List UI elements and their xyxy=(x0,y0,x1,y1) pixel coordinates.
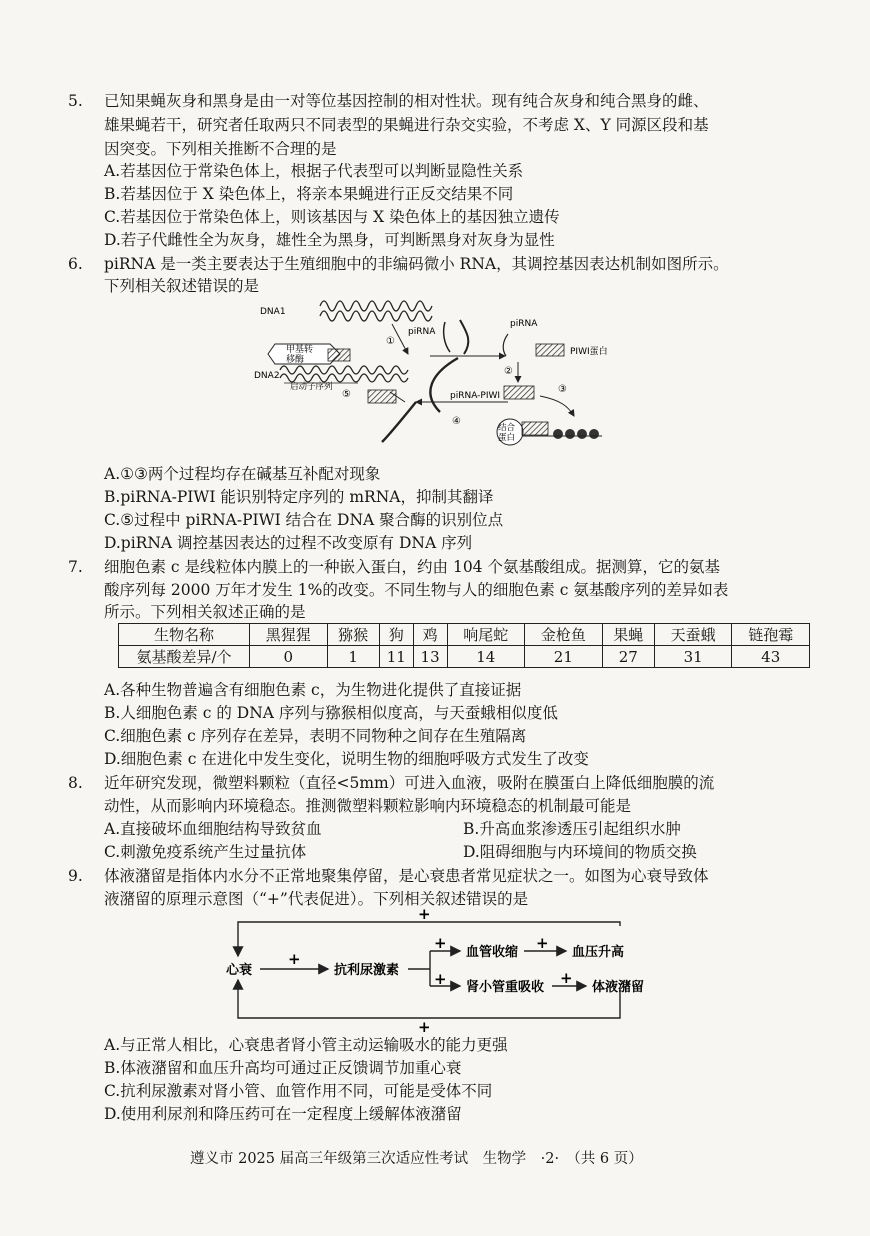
species-cell: 鸡 xyxy=(413,624,447,646)
cytochrome-c-table xyxy=(118,623,810,668)
q7-stem-line3: 所示。下列相关叙述正确的是 xyxy=(104,603,306,621)
plus-4: + xyxy=(536,934,549,952)
table-value-row xyxy=(119,646,810,668)
step-3-label: ③ xyxy=(558,384,567,395)
q5-option-d: D.若子代雌性全为灰身，雄性全为黑身，可判断黑身对灰身为显性 xyxy=(104,231,555,249)
bottom-plus: + xyxy=(418,1018,431,1032)
plus-5: + xyxy=(560,969,573,987)
step-5-label: ⑤ xyxy=(342,389,351,400)
pirna-piwi-complex-shape xyxy=(504,386,534,399)
promoter-label: 启动子序列 xyxy=(290,382,333,392)
q9-option-d: D.使用利尿剂和降压药可在一定程度上缓解体液潴留 xyxy=(104,1105,462,1123)
q7-option-b: B.人细胞色素 c 的 DNA 序列与猕猴相似度高，与天蚕蛾相似度低 xyxy=(104,704,558,722)
q6-number: 6. xyxy=(68,255,83,273)
q5-number: 5. xyxy=(68,92,83,110)
q6-option-a: A.①③两个过程均存在碱基互补配对现象 xyxy=(104,465,381,483)
fluid-retention-node: 体液潴留 xyxy=(592,980,645,995)
q9-option-a: A.与正常人相比，心衰患者肾小管主动运输吸水的能力更强 xyxy=(104,1036,508,1054)
table-header-label: 生物名称 xyxy=(119,624,250,646)
q8-option-c: C.刺激免疫系统产生过量抗体 xyxy=(104,843,307,861)
q6-stem-line1: piRNA 是一类主要表达于生殖细胞中的非编码微小 RNA，其调控基因表达机制如图所示。 xyxy=(104,255,729,273)
value-cell: 14 xyxy=(447,646,525,668)
plus-3: + xyxy=(434,970,447,988)
q5-option-c: C.若基因位于常染色体上，则该基因与 X 染色体上的基因独立遗传 xyxy=(104,208,560,226)
bp-rise-node: 血压升高 xyxy=(572,945,625,960)
q5-option-b: B.若基因位于 X 染色体上，将亲本果蝇进行正反交结果不同 xyxy=(104,185,514,203)
q8-option-d: D.阻碍细胞与内环境间的物质交换 xyxy=(463,843,697,861)
dna2-label: DNA2 xyxy=(254,371,280,381)
piwi-protein-shape xyxy=(536,344,564,356)
plus-2: + xyxy=(434,934,447,952)
q6-option-d: D.piRNA 调控基因表达的过程不改变原有 DNA 序列 xyxy=(104,534,473,552)
binding-label-1: 结合 xyxy=(498,423,516,433)
vasoconstriction-node: 血管收缩 xyxy=(466,945,519,960)
q5-stem-line3: 因突变。下列相关推断不合理的是 xyxy=(104,140,337,158)
q8-stem-line2: 动性，从而影响内环境稳态。推测微塑料颗粒影响内环境稳态的机制最可能是 xyxy=(104,797,632,815)
species-cell: 链孢霉 xyxy=(732,624,810,646)
q5-stem-line2: 雄果蝇若干，研究者任取两只不同表型的果蝇进行杂交实验，不考虑 X、Y 同源区段和基 xyxy=(104,116,709,134)
value-cell: 31 xyxy=(654,646,732,668)
value-cell: 13 xyxy=(413,646,447,668)
q8-number: 8. xyxy=(68,774,83,792)
binding-label-2: 蛋白 xyxy=(498,433,516,443)
enzyme-label-2: 移酶 xyxy=(286,355,305,365)
q6-option-b: B.piRNA-PIWI 能识别特定序列的 mRNA，抑制其翻译 xyxy=(104,488,494,506)
species-cell: 天蚕蛾 xyxy=(654,624,732,646)
value-cell: 0 xyxy=(250,646,328,668)
adh-node: 抗利尿激素 xyxy=(334,963,400,978)
q6-pirna-diagram xyxy=(240,294,620,456)
q6-stem-line2: 下列相关叙述错误的是 xyxy=(104,277,260,295)
table-row-label: 氨基酸差异/个 xyxy=(119,646,250,668)
value-cell: 11 xyxy=(379,646,413,668)
pirna-piwi-on-dna xyxy=(368,390,396,403)
q5-option-a: A.若基因位于常染色体上，根据子代表型可以判断显隐性关系 xyxy=(104,162,524,180)
species-cell: 猕猴 xyxy=(327,624,379,646)
q7-stem-line2: 酸序列每 2000 万年才发生 1%的改变。不同生物与人的细胞色素 c 氨基酸序列的差异如表 xyxy=(104,581,729,599)
q7-option-a: A.各种生物普遍含有细胞色素 c，为生物进化提供了直接证据 xyxy=(104,681,522,699)
dna2-helix xyxy=(280,366,408,374)
q5-stem-line1: 已知果蝇灰身和黑身是由一对等位基因控制的相对性状。现有纯合灰身和纯合黑身的雌、 xyxy=(104,92,709,110)
value-cell: 27 xyxy=(602,646,654,668)
q9-stem-line1: 体液潴留是指体内水分不正常地聚集停留，是心衰患者常见症状之一。如图为心衰导致体 xyxy=(104,867,709,885)
plus-1: + xyxy=(288,950,301,968)
step-2-label: ② xyxy=(504,366,513,377)
q8-option-a: A.直接破坏血细胞结构导致贫血 xyxy=(104,820,322,838)
q7-stem-line1: 细胞色素 c 是线粒体内膜上的一种嵌入蛋白，约由 104 个氨基酸组成。据测算，它的氨基 xyxy=(104,558,720,576)
species-cell: 狗 xyxy=(379,624,413,646)
reabsorption-node: 肾小管重吸收 xyxy=(466,980,545,995)
complex-label: piRNA-PIWI xyxy=(450,391,501,401)
table-header-row xyxy=(119,624,810,646)
piwi-label: PIWI蛋白 xyxy=(570,347,608,357)
top-plus: + xyxy=(418,906,431,923)
heart-failure-node: 心衰 xyxy=(226,963,253,978)
species-cell: 金枪鱼 xyxy=(525,624,603,646)
q7-option-c: C.细胞色素 c 序列存在差异，表明不同物种之间存在生殖隔离 xyxy=(104,727,527,745)
q8-stem-line1: 近年研究发现，微塑料颗粒（直径<5mm）可进入血液，吸附在膜蛋白上降低细胞膜的流 xyxy=(104,774,715,792)
page-footer: 遵义市 2025 届高三年级第三次适应性考试 生物学 ·2· （共 6 页） xyxy=(190,1151,643,1167)
dna1-label: DNA1 xyxy=(260,307,286,317)
q6-option-c: C.⑤过程中 piRNA-PIWI 结合在 DNA 聚合酶的识别位点 xyxy=(104,511,504,529)
species-cell: 果蝇 xyxy=(602,624,654,646)
value-cell: 21 xyxy=(525,646,603,668)
value-cell: 43 xyxy=(732,646,810,668)
q9-number: 9. xyxy=(68,867,83,885)
value-cell: 1 xyxy=(327,646,379,668)
q9-stem-line2: 液潴留的原理示意图（“+”代表促进）。下列相关叙述错误的是 xyxy=(104,890,529,908)
q7-option-d: D.细胞色素 c 在进化中发生变化，说明生物的细胞呼吸方式发生了改变 xyxy=(104,750,589,768)
enzyme-label-1: 甲基转 xyxy=(286,345,314,355)
pirna-label-a: piRNA xyxy=(408,327,436,337)
q9-option-c: C.抗利尿激素对肾小管、血管作用不同，可能是受体不同 xyxy=(104,1082,493,1100)
step-1-label: ① xyxy=(386,336,395,347)
species-cell: 响尾蛇 xyxy=(447,624,525,646)
q9-option-b: B.体液潴留和血压升高均可通过正反馈调节加重心衰 xyxy=(104,1059,462,1077)
q9-flow-diagram xyxy=(220,906,660,1032)
q7-number: 7. xyxy=(68,558,83,576)
species-cell: 黑猩猩 xyxy=(250,624,328,646)
step-4-label: ④ xyxy=(452,416,461,427)
pirna-label-b: piRNA xyxy=(510,319,538,329)
q8-option-b: B.升高血浆渗透压引起组织水肿 xyxy=(463,820,681,838)
dna1-helix xyxy=(320,301,432,311)
